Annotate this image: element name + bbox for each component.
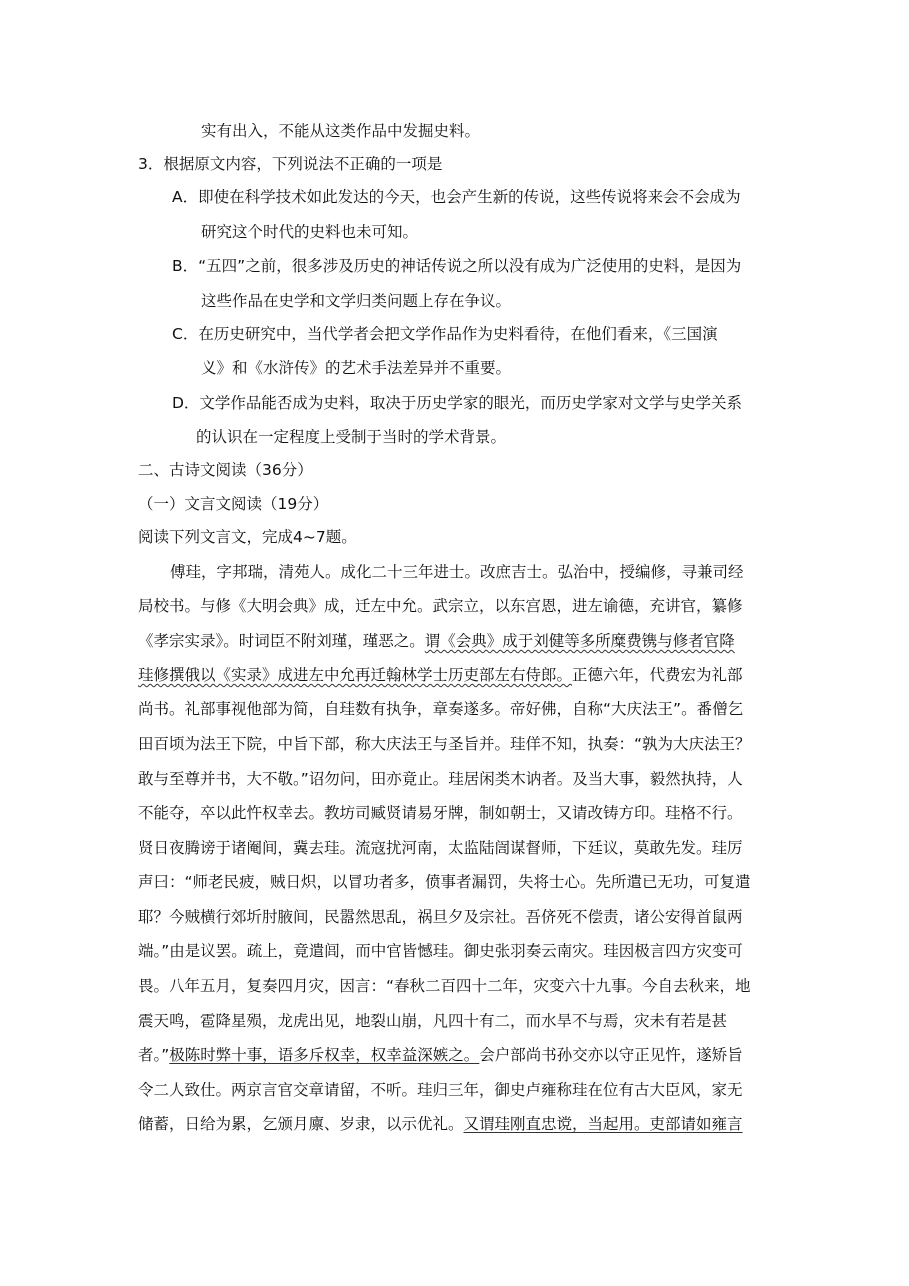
passage-text: 会户部尚书孙交亦以守正见忤，遂矫旨	[479, 1046, 743, 1064]
option-c-line-2: 义》和《水浒传》的艺术手法差异并不重要。	[201, 359, 512, 377]
option-a-line-2: 研究这个时代的史料也未可知。	[201, 223, 419, 241]
option-b-line-2: 这些作品在史学和文学归类问题上存在争议。	[201, 292, 512, 310]
question-3-stem: 3．根据原文内容，下列说法不正确的一项是	[138, 155, 443, 173]
passage-line	[138, 1045, 743, 1065]
passage-line: 声曰：“师老民疲，贼日炽，以冒功者多，偾事者漏罚，失将士心。先所遣已无功，可复遣	[138, 873, 751, 891]
passage-line: 尚书。礼部事视他部为简，自珪数有执争，章奏遂多。帝好佛，自称“大庆法王”。番僧乞	[138, 700, 744, 718]
passage-line: 耶？今贼横行郊圻肘腋间，民嚣然思乱，祸旦夕及宗社。吾侪死不偿责，诸公安得首鼠两	[138, 908, 743, 926]
passage-text: 《孝宗实录》。时词臣不附刘瑾，瑾恶之。	[138, 632, 425, 650]
passage-text: 储蓄，日给为累，乞颁月廪、岁隶，以示优礼。	[138, 1115, 464, 1133]
underlined-passage: 吏部请如雍言	[649, 1115, 743, 1133]
passage-line: 畏。八年五月，复奏四月灾，因言：“春秋二百四十二年，灾变六十九事。今自去秋来，地	[138, 977, 751, 995]
passage-line	[138, 1114, 743, 1134]
passage-line: 局校书。与修《大明会典》成，迁左中允。武宗立，以东宫恩，进左谕德，充讲官，纂修	[138, 597, 743, 615]
passage-text: 正德六年，代费宏为礼部	[572, 666, 743, 684]
option-a-line-1: A．即使在科学技术如此发达的今天，也会产生新的传说，这些传说将来会不会成为	[172, 188, 741, 206]
option-d-line-2: 的认识在一定程度上受制于当时的学术背景。	[196, 428, 507, 446]
passage-line: 田百顷为法王下院，中旨下部，称大庆法王与圣旨并。珪佯不知，执奏：“孰为大庆法王？	[138, 735, 751, 753]
wavy-underlined-passage: 谓《会典》成于刘健等多所糜费镌与修者官降	[424, 632, 735, 650]
passage-line: 敢与至尊并书，大不敬。”诏勿问，田亦竟止。珪居闲类木讷者。及当大事，毅然执持，人	[138, 770, 743, 788]
reading-instruction: 阅读下列文言文，完成4~7题。	[138, 528, 357, 546]
option-c-line-1: C．在历史研究中，当代学者会把文学作品作为史料看待，在他们看来，《三国演	[172, 325, 718, 343]
subsection-heading: （一）文言文阅读（19分）	[138, 495, 329, 513]
underlined-passage: 又谓珪刚直忠谠，当起用。	[463, 1115, 650, 1133]
wavy-underlined-passage: 珪修撰俄以《实录》成进左中允再迁翰林学士历吏部左右侍郎。	[138, 666, 573, 684]
passage-line: 震天鸣，雹降星殒，龙虎出见，地裂山崩，凡四十有二，而水旱不与焉，灾未有若是甚	[138, 1012, 728, 1030]
passage-line: 不能夺，卒以此忤权幸去。教坊司臧贤请易牙牌，制如朝士，又请改铸方印。珪格不行。	[138, 804, 743, 822]
option-b-line-1: B．“五四”之前，很多涉及历史的神话传说之所以没有成为广泛使用的史料，是因为	[172, 257, 742, 275]
passage-line	[138, 631, 735, 651]
passage-line: 贤日夜腾谤于诸阉间，冀去珪。流寇扰河南，太监陆訚谋督师，下廷议，莫敢先发。珪厉	[138, 839, 743, 857]
underlined-passage: 极陈时弊十事，语多斥权幸，权幸益深嫉之。	[169, 1046, 480, 1064]
text-line: 实有出入，不能从这类作品中发掘史料。	[201, 122, 481, 140]
passage-text: 者。”	[138, 1046, 170, 1064]
passage-line: 傅珪，字邦瑞，清苑人。成化二十三年进士。改庶吉士。弘治中，授编修，寻兼司经	[170, 563, 744, 581]
section-heading: 二、古诗文阅读（36分）	[138, 461, 313, 479]
passage-line: 令二人致仕。两京言官交章请留，不听。珪归三年，御史卢雍称珪在位有古大臣风，家无	[138, 1081, 743, 1099]
passage-line	[138, 665, 743, 685]
option-d-line-1: D．文学作品能否成为史料，取决于历史学家的眼光，而历史学家对文学与史学关系	[172, 394, 742, 412]
passage-line: 端。”由是议罢。疏上，竟遣闾，而中官皆憾珪。御史张羽奏云南灾。珪因极言四方灾变可	[138, 942, 743, 960]
